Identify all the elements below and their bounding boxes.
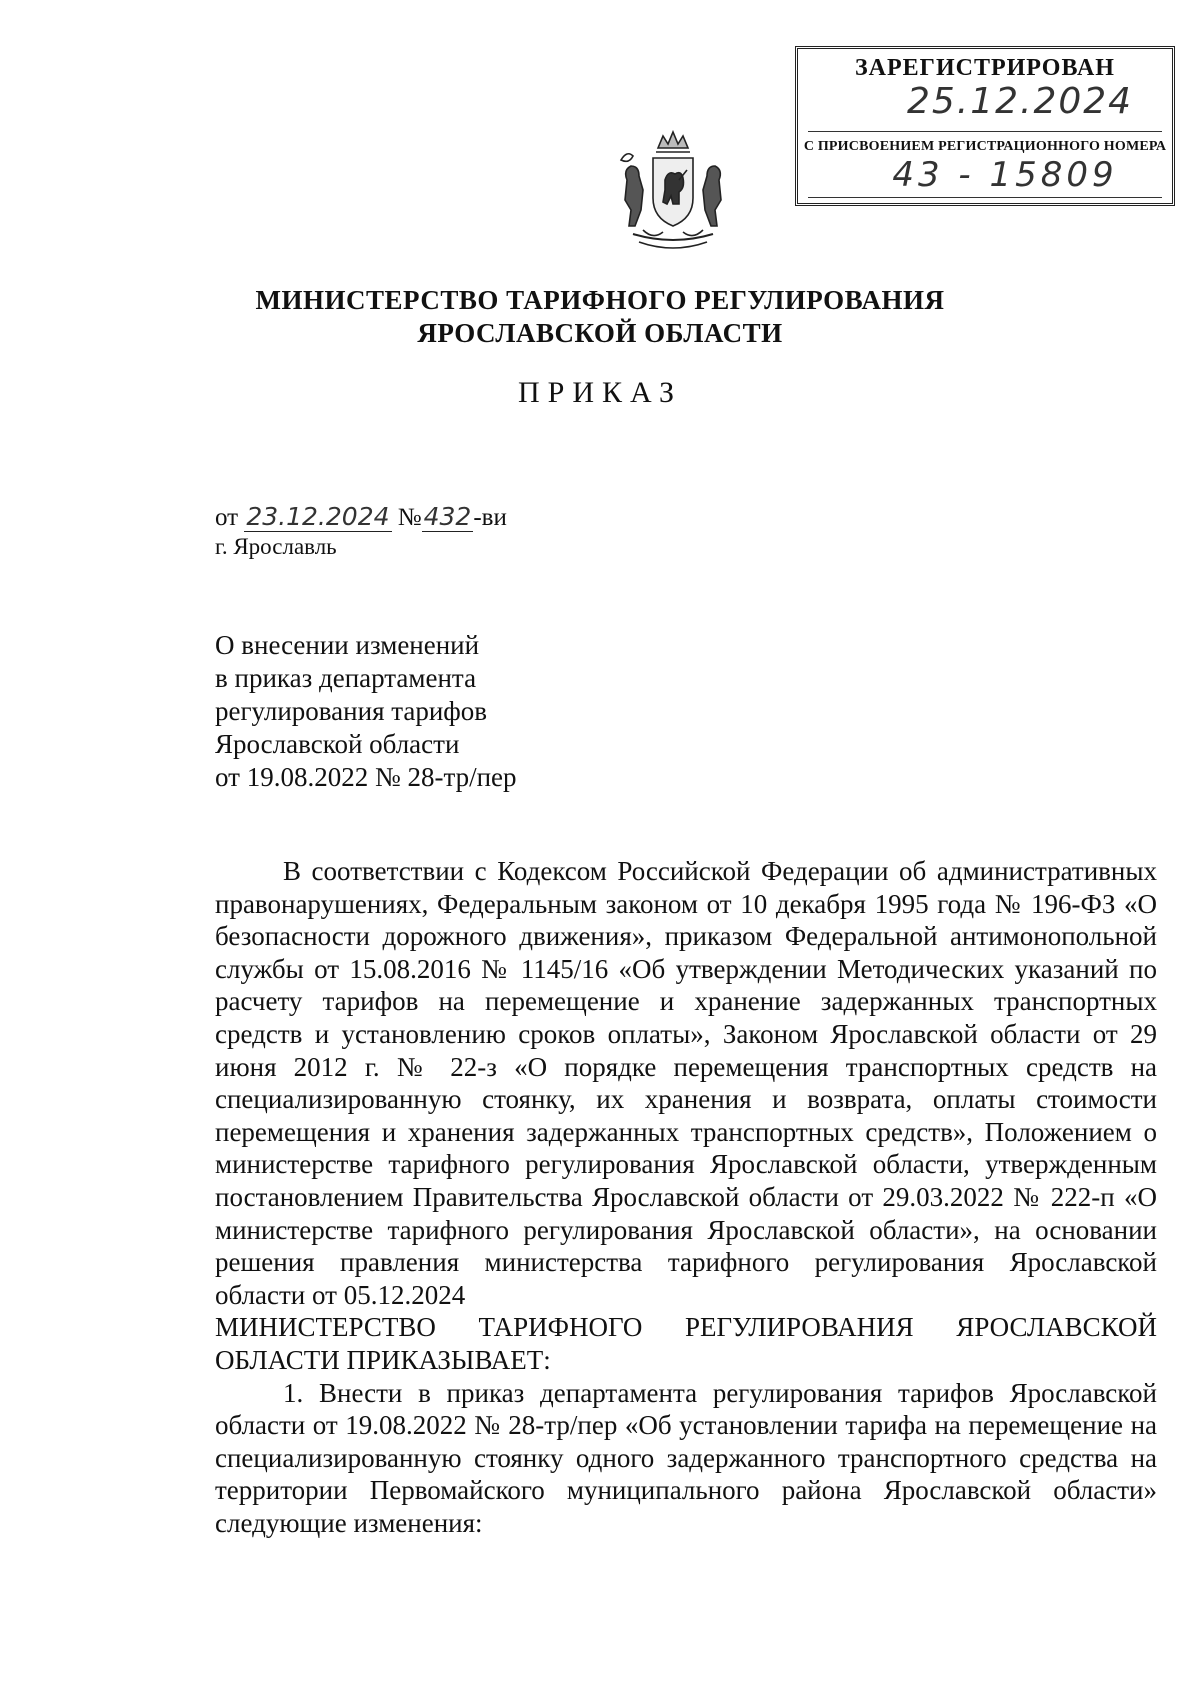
order-date: 23.12.2024 [246,502,390,531]
document-body [215,855,1157,1539]
order-from-label: от [215,504,239,531]
item-1-paragraph: 1. Внести в приказ департамента регулирования тарифов Ярославской области от 19.08.2022 № 28-тр/пер «Об установлении тарифа на перемещение на специализированную стоянку одного задержанного транспортного средства на территории Первомайского муниципального района Ярославской области» следующие изменения: [215,1377,1157,1538]
preamble-paragraph: В соответствии с Кодексом Российской Федерации об административных правонарушениях, Федеральным законом от 10 декабря 1995 года № 196-ФЗ «О безопасности дорожного движения», приказом Федеральной антимонопольной службы от 15.08.2016 № 1145/16 «Об утверждении Методических указаний по расчету тарифов на перемещение и хранение задержанных транспортных средств и установлению сроков оплаты», Законом Ярославской области от 29 июня 2012 г. № 22-з «О порядке перемещения транспортных средств на специализированную стоянку, их хранения и возврата, оплаты стоимости перемещения и хранения задержанных транспортных средств», Положением о министерстве тарифного регулирования Ярославской области, утвержденным постановлением Правительства Ярославской области от 29.03.2022 № 222-п «О министерстве тарифного регулирования Ярославской области», на основании решения правления министерства тарифного регулирования Ярославской области от 05.12.2024 [215,856,1157,1310]
order-number-suffix: -ви [473,504,507,531]
stamp-subtitle: С ПРИСВОЕНИЕМ РЕГИСТРАЦИОННОГО НОМЕРА [803,139,1167,154]
ministry-name-line1: МИНИСТЕРСТВО ТАРИФНОГО РЕГУЛИРОВАНИЯ [255,285,945,315]
subject-line: О внесении изменений [215,630,480,660]
order-number-label: № [397,504,422,531]
stamp-divider [808,197,1162,198]
subject-line: в приказ департамента [215,663,477,693]
resolution-paragraph: МИНИСТЕРСТВО ТАРИФНОГО РЕГУЛИРОВАНИЯ ЯРОСЛАВСКОЙ ОБЛАСТИ ПРИКАЗЫВАЕТ: [215,1312,1157,1375]
order-city: г. Ярославль [215,534,337,559]
stamp-reg-number: 43 - 15809 [892,155,1118,195]
stamp-divider [808,131,1162,132]
document-type-title: ПРИКАЗ [518,376,682,409]
ministry-name-line2: ЯРОСЛАВСКОЙ ОБЛАСТИ [417,318,783,348]
subject-line: регулирования тарифов [215,696,488,726]
order-date-number-line [215,502,507,532]
order-number: 432 [423,502,472,531]
stamp-date: 25.12.2024 [906,81,1134,122]
coat-of-arms-icon [613,130,733,260]
registration-stamp [795,46,1175,206]
subject-line: Ярославской области [215,729,460,759]
stamp-title: ЗАРЕГИСТРИРОВАН [855,55,1115,81]
subject-line: от 19.08.2022 № 28-тр/пер [215,762,517,792]
